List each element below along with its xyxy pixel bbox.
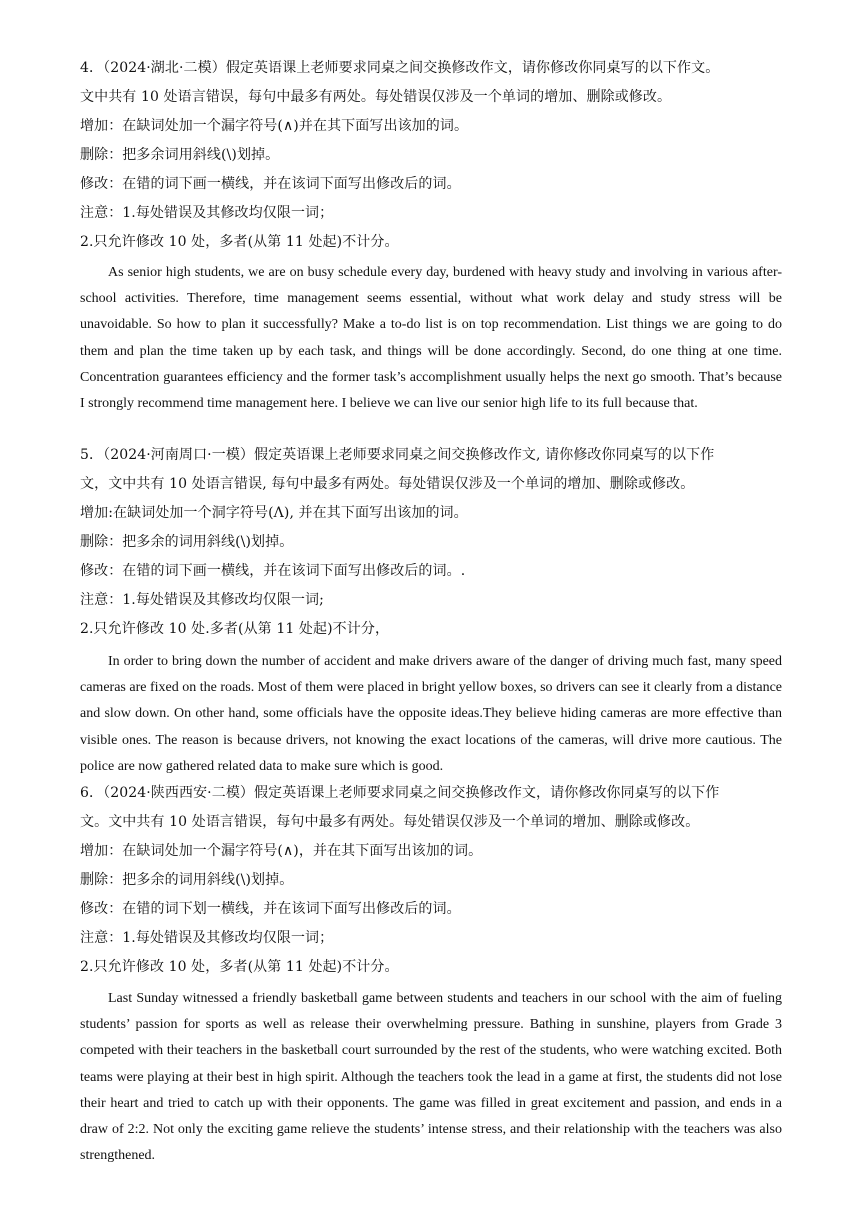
note-1: 注意：1.每处错误及其修改均仅限一词;: [80, 592, 324, 608]
question-6-passage: Last Sunday witnessed a friendly basketball game between students and teachers in our school with the aim of fueling students’ passion for sports as well as release their overwhelming pressure. Bathing in sunshine, players from Grade 3 competed with their teachers in the basketball court surrounded by the rest of the students, who were watching excited. Both teams were playing at their best in high spirit. Although the teachers took the lead in a game at first, the students did not lose their heart and tried to catch up with their opponents. The game was filled in great excitement and passion, and ends in a draw of 2:2. Not only the exciting game relieve the students’ intense stress, and their relationship with the teachers was also strengthened.: [80, 991, 782, 1164]
rule-delete: 删除：把多余的词用斜线(\)划掉。: [80, 872, 294, 888]
question-6-instructions: [80, 779, 782, 982]
rule-modify: 修改：在错的词下画一横线，并在该词下面写出修改后的词。.: [80, 563, 466, 579]
note-2: 2.只允许修改 10 处，多者(从第 11 处起)不计分。: [80, 959, 399, 975]
rule-delete: 删除：把多余的词用斜线(\)划掉。: [80, 534, 294, 550]
question-5-passage: In order to bring down the number of accident and make drivers aware of the danger of driving much fast, many speed cameras are fixed on the roads. Most of them were placed in bright yellow boxes, so drivers can see it clearly from a distance and slow down. On other hand, some officials have the opposite ideas.They believe hiding cameras are more effective than visible ones. The reason is because drivers, not knowing the exact locations of the cameras, will drive more cautious. The police are now gathered related data to make sure which is good.: [80, 654, 782, 774]
rule-modify: 修改：在错的词下划一横线，并在该词下面写出修改后的词。: [80, 901, 461, 917]
question-header: 4．（2024·湖北·二模）假定英语课上老师要求同桌之间交换修改作文，请你修改你同桌写的以下作文。: [80, 60, 720, 76]
note-1: 注意：1.每处错误及其修改均仅限一词；: [80, 205, 334, 221]
question-header: 6．（2024·陕西西安·二模）假定英语课上老师要求同桌之间交换修改作文，请你修改你同桌写的以下作: [80, 785, 720, 801]
rule-add: 增加:在缺词处加一个洞字符号(Λ), 并在其下面写出该加的词。: [80, 505, 468, 521]
question-header-continued: 文，文中共有 10 处语言错误, 每句中最多有两处。每处错误仅涉及一个单词的增加、删除或修改。: [80, 476, 695, 492]
rule-delete: 删除：把多余词用斜线(\)划掉。: [80, 147, 280, 163]
question-5-instructions: [80, 441, 782, 644]
question-header: 5．（2024·河南周口·一模）假定英语课上老师要求同桌之间交换修改作文, 请你修改你同桌写的以下作: [80, 447, 715, 463]
question-header-continued: 文。文中共有 10 处语言错误，每句中最多有两处。每处错误仅涉及一个单词的增加、删除或修改。: [80, 814, 700, 830]
note-1: 注意：1.每处错误及其修改均仅限一词；: [80, 930, 334, 946]
question-4-passage: As senior high students, we are on busy schedule every day, burdened with heavy study and involving in various after-school activities. Therefore, time management seems essential, without what work delay and study stress will be unavoidable. So how to plan it successfully? Make a to-do list is on top recommendation. List things we are going to do them and plan the time taken up by each task, and things will be done accordingly. Second, do one thing at one time. Concentration guarantees efficiency and the former task’s accomplishment usually helps the next go smooth. That’s because I strongly recommend time management here. I believe we can live our senior high life to its full because that.: [80, 265, 782, 412]
note-2: 2.只允许修改 10 处，多者(从第 11 处起)不计分。: [80, 234, 399, 250]
rule-modify: 修改：在错的词下画一横线，并在该词下面写出修改后的词。: [80, 176, 461, 192]
rule-add: 增加：在缺词处加一个漏字符号(∧)，并在其下面写出该加的词。: [80, 843, 483, 859]
question-4-instructions: [80, 54, 782, 257]
note-2: 2.只允许修改 10 处.多者(从第 11 处起)不计分，: [80, 621, 390, 637]
question-header-continued: 文中共有 10 处语言错误，每句中最多有两处。每处错误仅涉及一个单词的增加、删除或修改。: [80, 89, 672, 105]
rule-add: 增加：在缺词处加一个漏字符号(∧)并在其下面写出该加的词。: [80, 118, 469, 134]
